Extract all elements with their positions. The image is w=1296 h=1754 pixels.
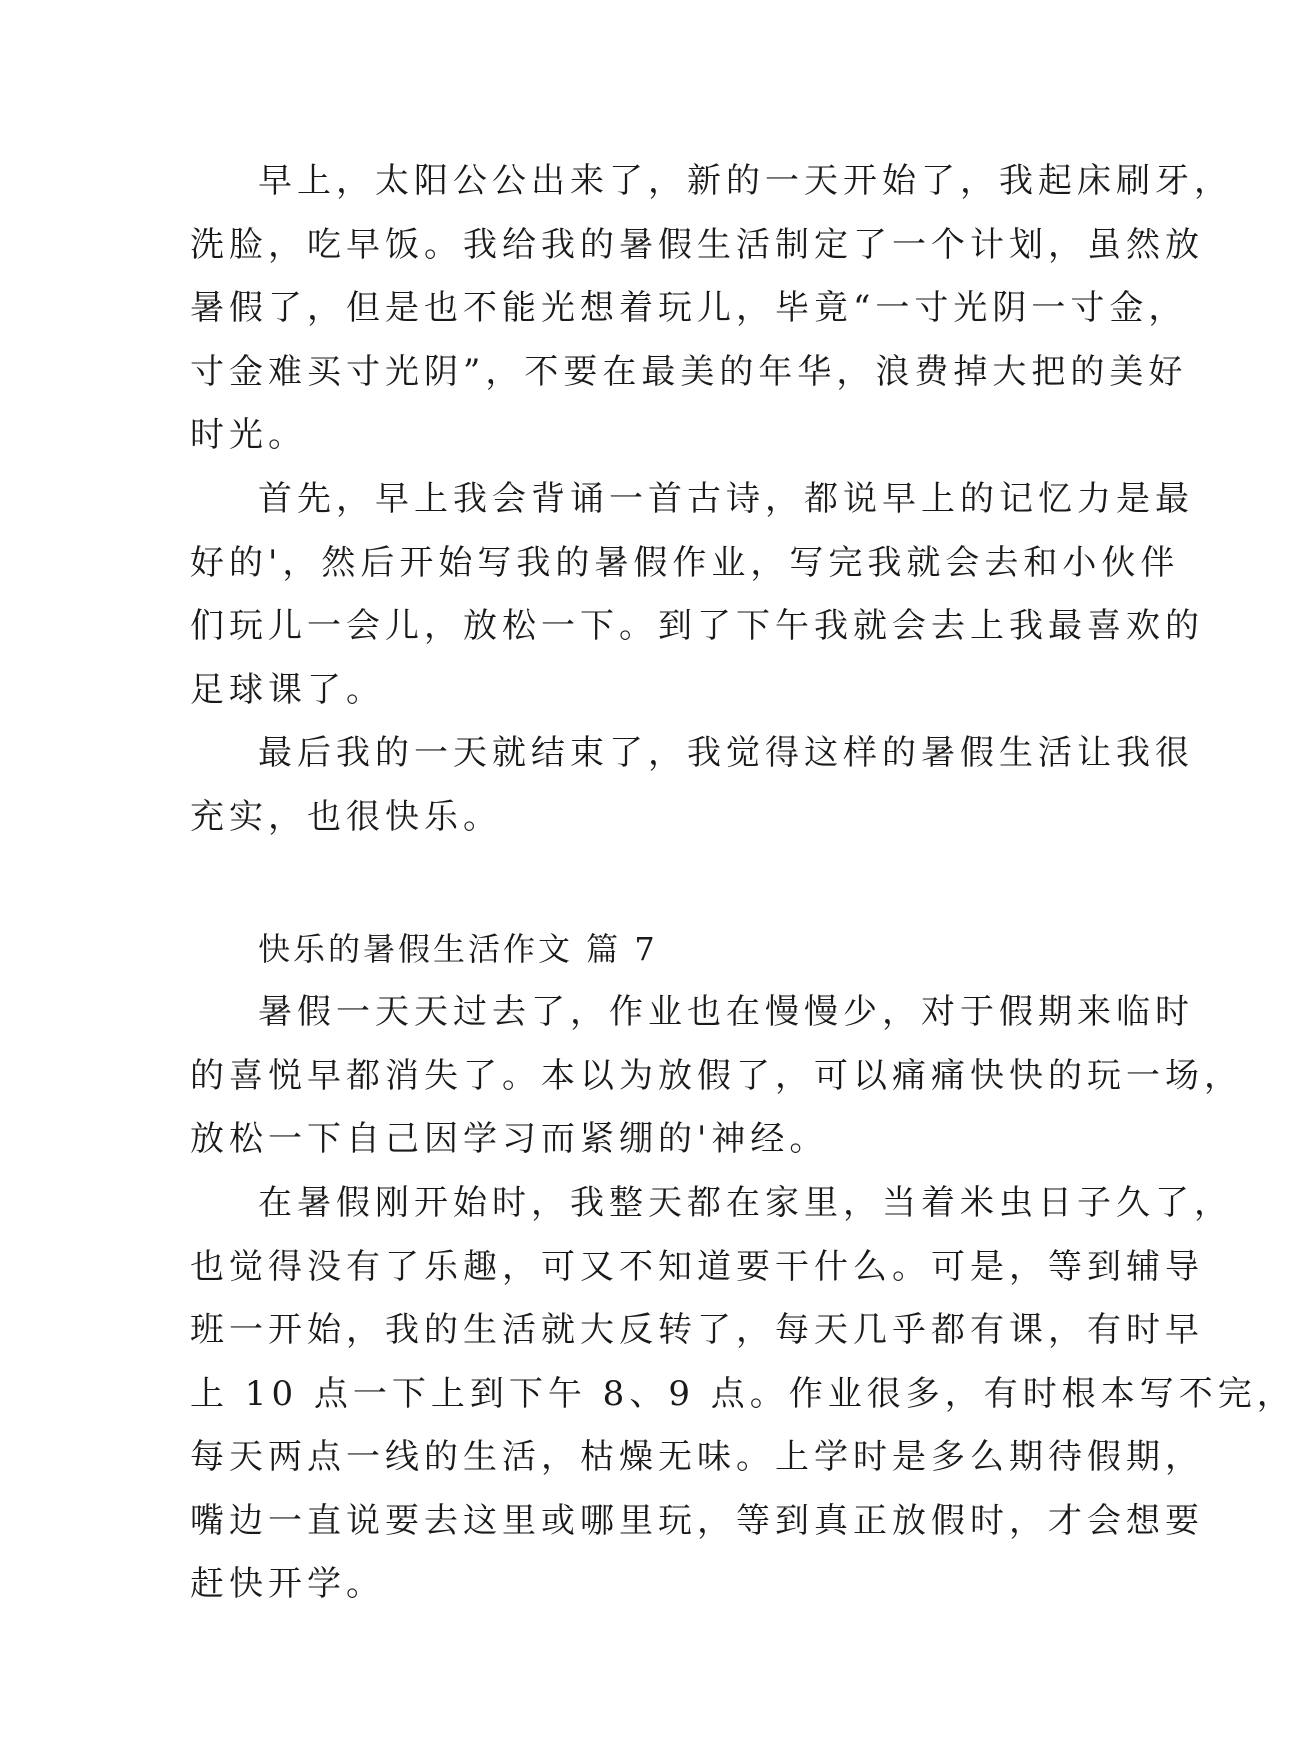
text-line: 上 10 点一下上到下午 8、9 点。作业很多，有时根本写不完， <box>190 1373 1296 1414</box>
text-line: 充实，也很快乐。 <box>190 796 502 837</box>
section-gap <box>190 850 1050 918</box>
text-line: 早上，太阳公公出来了，新的一天开始了，我起床刷牙， <box>258 161 1233 201</box>
text-line: 足球课了。 <box>190 669 385 710</box>
text-line: 暑假了，但是也不能光想着玩儿，毕竟“一寸光阴一寸金， <box>190 288 1188 329</box>
paragraph-summer-passing <box>190 981 1243 1172</box>
paragraph-last <box>190 722 1194 849</box>
text-line: 暑假一天天过去了，作业也在慢慢少，对于假期来临时 <box>258 992 1194 1033</box>
text-line: 洗脸，吃早饭。我给我的暑假生活制定了一个计划，虽然放 <box>190 224 1204 265</box>
text-line: 嘴边一直说要去这里或哪里玩，等到真正放假时，才会想要 <box>190 1500 1204 1541</box>
text-line: 的喜悦早都消失了。本以为放假了，可以痛痛快快的玩一场， <box>190 1055 1243 1096</box>
document-page <box>190 150 1296 1617</box>
text-line: 班一开始，我的生活就大反转了，每天几乎都有课，有时早 <box>190 1310 1204 1351</box>
text-line: 寸金难买寸光阴”，不要在最美的年华，浪费掉大把的美好 <box>190 351 1188 392</box>
text-line: 们玩儿一会儿，放松一下。到了下午我就会去上我最喜欢的 <box>190 606 1204 647</box>
text-line: 也觉得没有了乐趣，可又不知道要干什么。可是，等到辅导 <box>190 1246 1204 1287</box>
paragraph-tutoring <box>190 1172 1296 1617</box>
paragraph-morning <box>190 150 1233 468</box>
paragraph-first <box>190 468 1204 722</box>
text-line: 每天两点一线的生活，枯燥无味。上学时是多么期待假期， <box>190 1437 1204 1478</box>
text-line: 放松一下自己因学习而紧绷的'神经。 <box>190 1119 829 1160</box>
section-title: 快乐的暑假生活作文 篇 7 <box>258 929 658 968</box>
text-line: 好的'，然后开始写我的暑假作业，写完我就会去和小伙伴 <box>190 542 1180 583</box>
text-line: 最后我的一天就结束了，我觉得这样的暑假生活让我很 <box>258 733 1194 774</box>
text-line: 赶快开学。 <box>190 1564 385 1605</box>
text-line: 时光。 <box>190 415 307 456</box>
text-line: 在暑假刚开始时，我整天都在家里，当着米虫日子久了， <box>258 1182 1233 1223</box>
text-line: 首先，早上我会背诵一首古诗，都说早上的记忆力是最 <box>258 478 1194 519</box>
